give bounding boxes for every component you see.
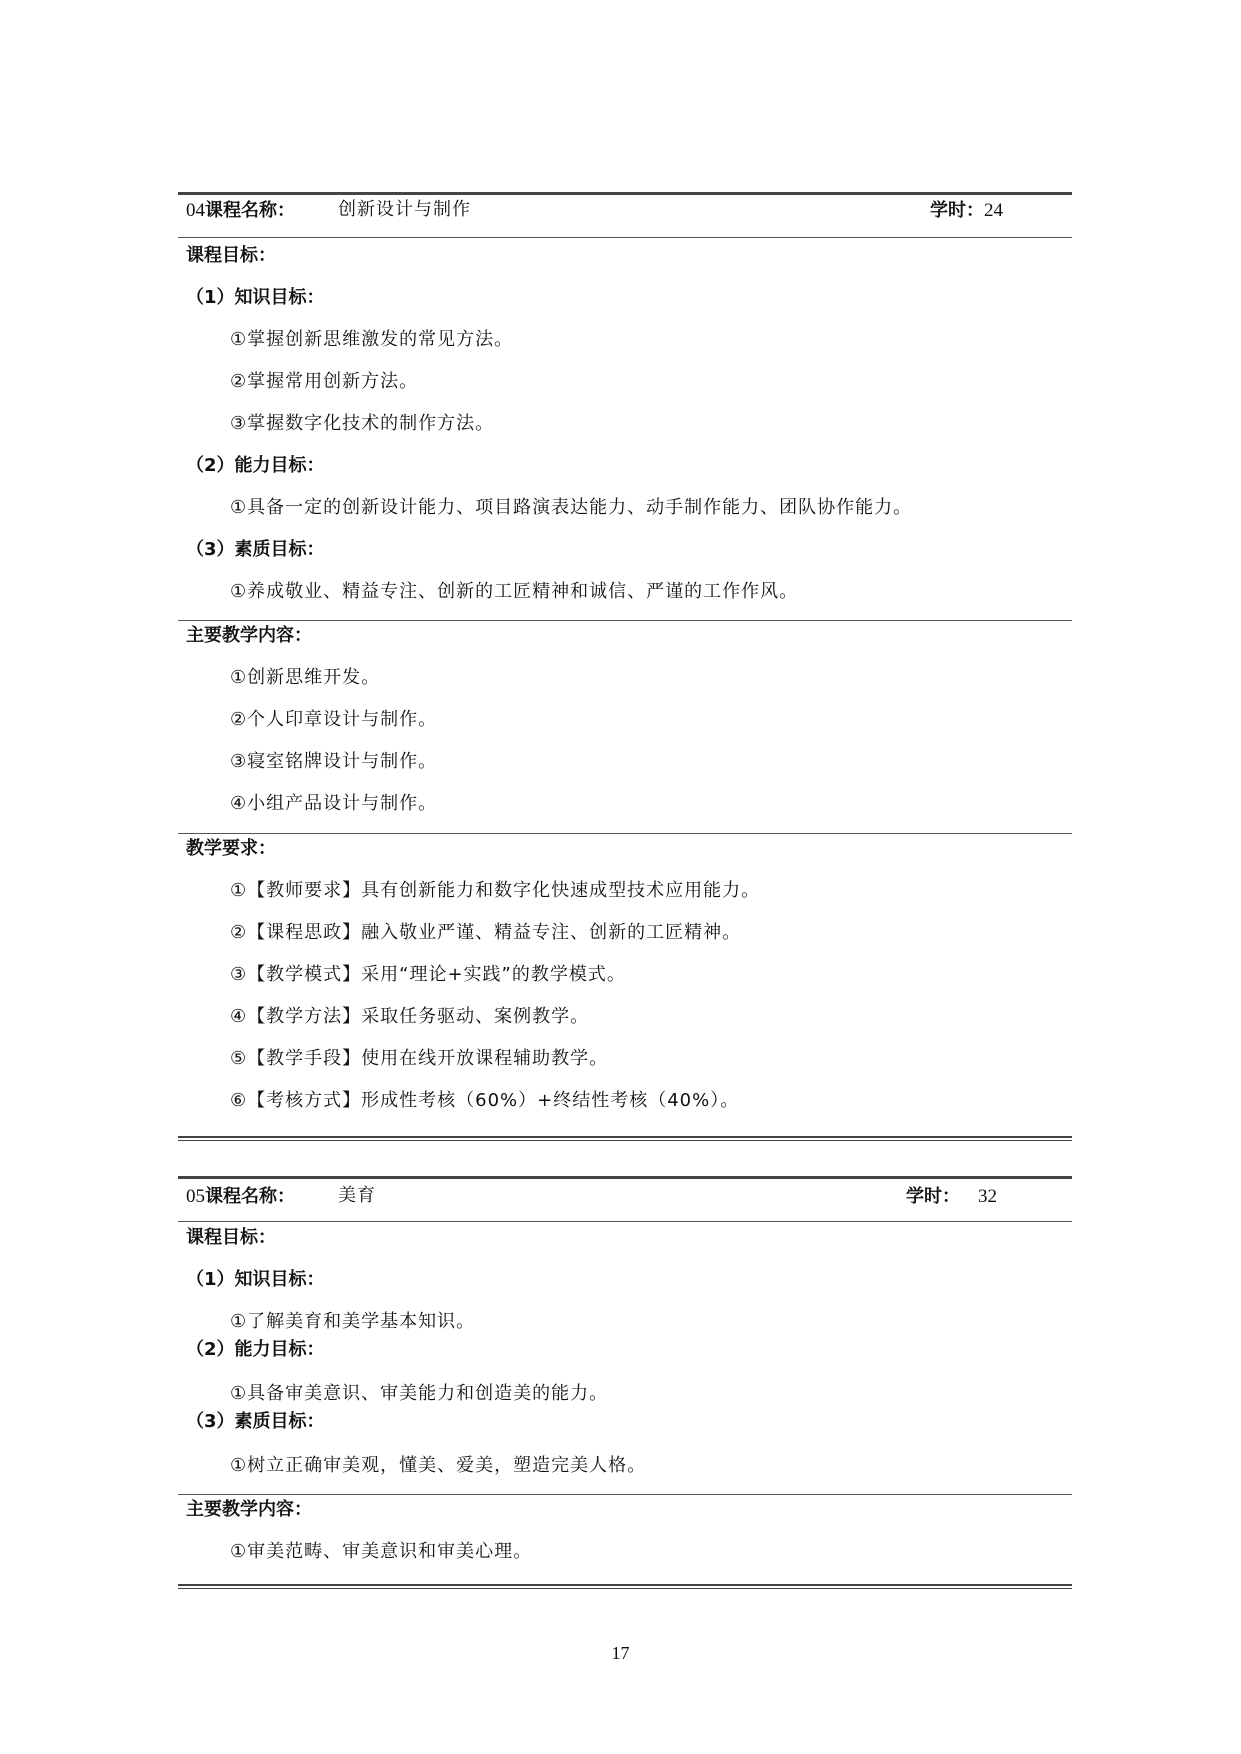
course-name-label: 课程名称： — [205, 1186, 295, 1207]
knowledge-item: ①了解美育和美学基本知识。 — [230, 1311, 476, 1332]
hours-label: 学时： — [906, 1186, 960, 1207]
hours-value: 24 — [984, 200, 1003, 221]
header-divider — [178, 1221, 1072, 1222]
content-item: ③寝室铭牌设计与制作。 — [230, 751, 438, 772]
ability-item: ①具备审美意识、审美能力和创造美的能力。 — [230, 1383, 609, 1404]
content-item: ①创新思维开发。 — [230, 667, 381, 688]
course-header — [186, 1184, 295, 1209]
requirement-item: ②【课程思政】融入敬业严谨、精益专注、创新的工匠精神。 — [230, 922, 742, 943]
requirements-title: 教学要求： — [186, 838, 276, 859]
course-name-label: 课程名称： — [205, 200, 295, 221]
quality-title: （3）素质目标： — [186, 539, 325, 560]
objectives-title: 课程目标： — [186, 1227, 276, 1248]
content-item: ②个人印章设计与制作。 — [230, 709, 438, 730]
ability-title: （2）能力目标： — [186, 1339, 325, 1360]
ability-item: ①具备一定的创新设计能力、项目路演表达能力、动手制作能力、团队协作能力。 — [230, 497, 913, 518]
section-divider — [178, 833, 1072, 834]
page-number: 17 — [611, 1643, 630, 1663]
bottom-rule — [178, 1136, 1072, 1141]
hours-value: 32 — [978, 1186, 997, 1207]
requirement-item: ⑤【教学手段】使用在线开放课程辅助教学。 — [230, 1048, 609, 1069]
content-item: ④小组产品设计与制作。 — [230, 793, 438, 814]
course-number: 05 — [186, 1186, 205, 1207]
requirement-item: ④【教学方法】采取任务驱动、案例教学。 — [230, 1006, 590, 1027]
hours-label: 学时： — [930, 200, 984, 221]
course-name: 美育 — [338, 1185, 376, 1206]
course-header — [186, 198, 295, 223]
knowledge-item: ②掌握常用创新方法。 — [230, 371, 419, 392]
bottom-rule — [178, 1584, 1072, 1589]
knowledge-title: （1）知识目标： — [186, 1269, 325, 1290]
top-rule — [178, 1176, 1072, 1179]
content-title: 主要教学内容： — [186, 625, 312, 646]
content-title: 主要教学内容： — [186, 1499, 312, 1520]
requirement-item: ⑥【考核方式】形成性考核（60%）+终结性考核（40%）。 — [230, 1090, 740, 1111]
objectives-title: 课程目标： — [186, 245, 276, 266]
knowledge-item: ①掌握创新思维激发的常见方法。 — [230, 329, 514, 350]
section-divider — [178, 620, 1072, 621]
requirement-item: ③【教学模式】采用“理论+实践”的教学模式。 — [230, 964, 626, 985]
requirement-item: ①【教师要求】具有创新能力和数字化快速成型技术应用能力。 — [230, 880, 761, 901]
section-divider — [178, 1494, 1072, 1495]
ability-title: （2）能力目标： — [186, 455, 325, 476]
knowledge-item: ③掌握数字化技术的制作方法。 — [230, 413, 495, 434]
course-hours — [906, 1184, 997, 1209]
course-number: 04 — [186, 200, 205, 221]
course-hours — [930, 198, 1003, 223]
content-item: ①审美范畴、审美意识和审美心理。 — [230, 1541, 533, 1562]
knowledge-title: （1）知识目标： — [186, 287, 325, 308]
top-rule — [178, 192, 1072, 195]
course-name: 创新设计与制作 — [338, 199, 471, 220]
quality-item: ①养成敬业、精益专注、创新的工匠精神和诚信、严谨的工作作风。 — [230, 581, 799, 602]
quality-item: ①树立正确审美观，懂美、爱美，塑造完美人格。 — [230, 1455, 647, 1476]
quality-title: （3）素质目标： — [186, 1411, 325, 1432]
header-divider — [178, 237, 1072, 238]
